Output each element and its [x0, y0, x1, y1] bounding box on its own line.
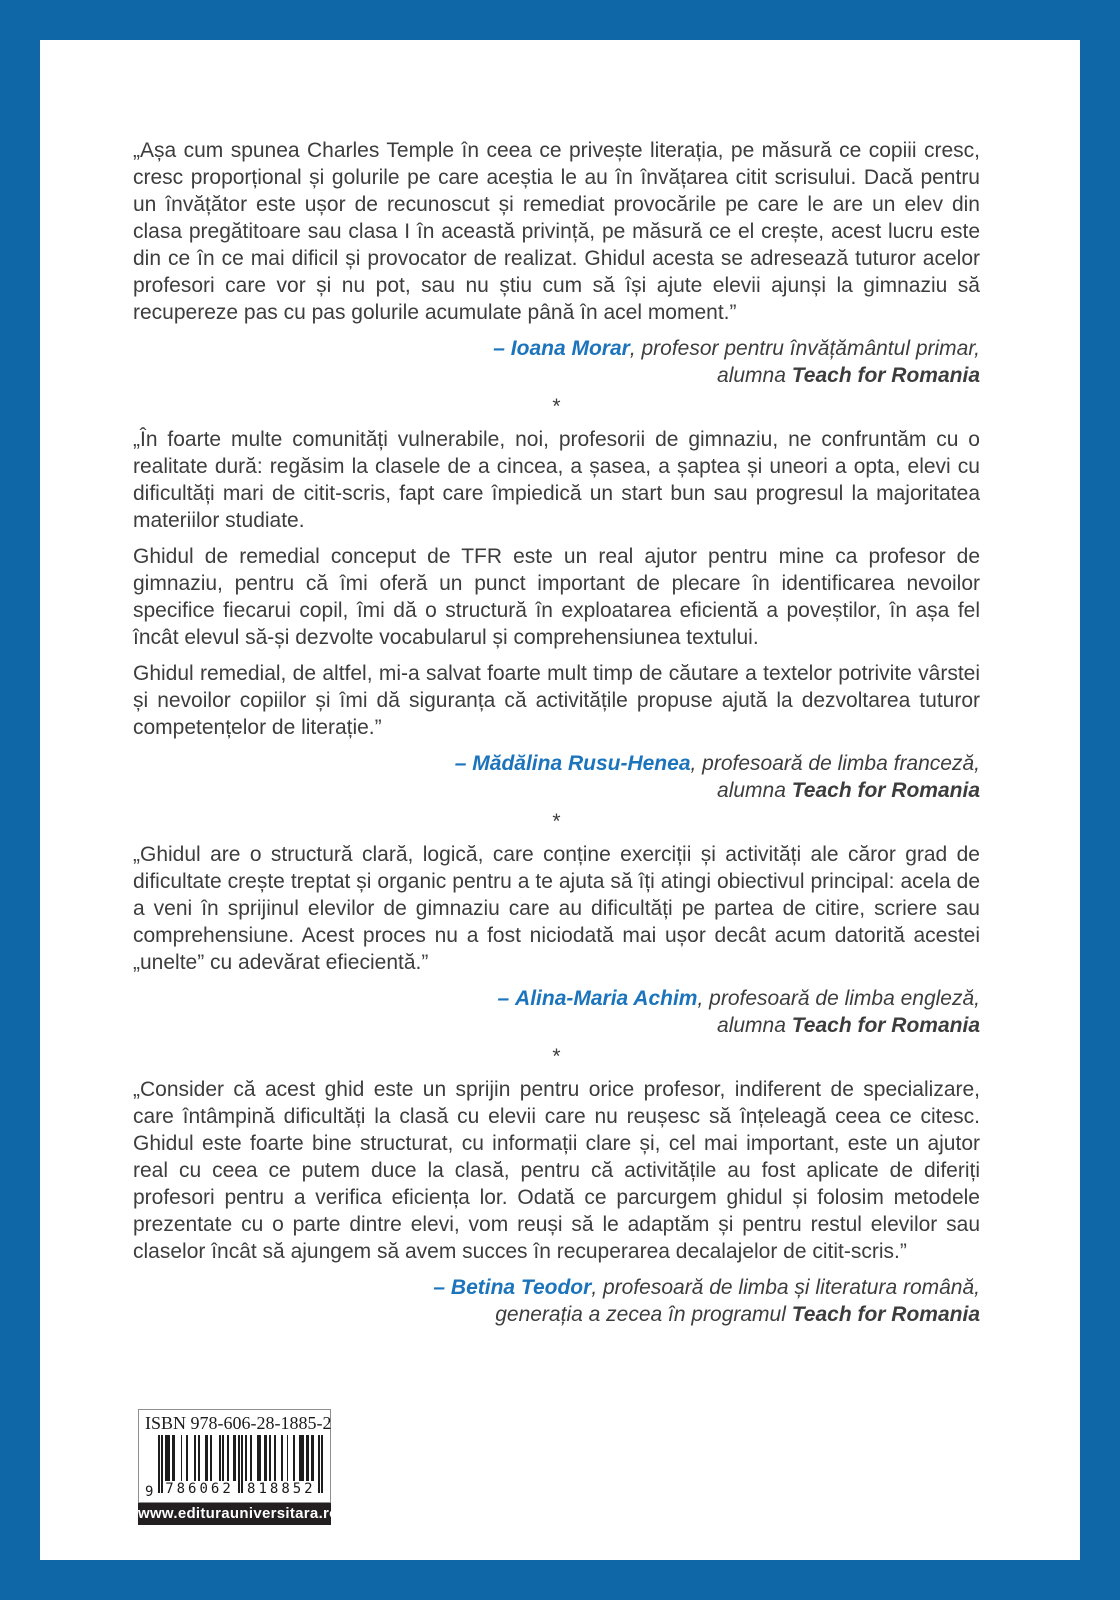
barcode-box [138, 1409, 331, 1503]
attribution-line-2 [133, 362, 980, 389]
attribution-ioana-morar [133, 335, 980, 389]
attribution-alina-maria-achim [133, 985, 980, 1039]
attribution-dash: – [497, 987, 510, 1010]
separator-asterisk: * [552, 395, 561, 418]
author-name: Alina-Maria Achim [515, 987, 698, 1010]
author-name: Ioana Morar [510, 337, 630, 360]
attribution-prefix: alumna [717, 364, 792, 387]
quote-paragraph: „Așa cum spunea Charles Temple în ceea ce privește literația, pe măsură ce copiii cresc, cresc proporțional și golurile pe care aceștia le au în învățarea citit scrisului. Dacă pentru un învățător este ușor de recunoscut și remediat provocările pe care le are un elev din clasa pregătitoare sau clasa I în această privință, pe măsură ce el crește, acest lucru este din ce în ce mai dificil și provocator de realizat. Ghidul acesta se adresează tuturor acelor profesori care vor și nu pot, sau nu știu cum să își ajute elevii ajunși la gimnaziu să recupereze pas cu pas golurile acumulate până în acel moment.” [133, 139, 980, 324]
attribution-dash: – [454, 752, 467, 775]
separator-asterisk: * [552, 1045, 561, 1068]
publisher-url-bar: www.editurauniversitara.ro [138, 1503, 331, 1525]
separator-asterisk: * [552, 810, 561, 833]
attribution-line-1 [133, 985, 980, 1012]
quote-paragraph: Ghidul de remedial conceput de TFR este un real ajutor pentru mine ca profesor de gimnaziu, pentru că îmi oferă un punct important de plecare în identificarea nevoilor specifice fiecarui copil, îmi dă o structură în exploatarea eficientă a poveștilor, în așa fel încât elevul să-și dezvolte vocabularul și comprehensiunea textului. [133, 545, 980, 649]
author-role: , profesor pentru învățământul primar, [629, 337, 980, 360]
barcode-lead-digit: 9 [145, 1484, 154, 1500]
ean13-barcode [145, 1435, 324, 1501]
program-name: Teach for Romania [791, 1014, 980, 1037]
barcode-digits-right: 818852 [247, 1481, 316, 1497]
quote-paragraph: Ghidul remedial, de altfel, mi-a salvat foarte mult timp de căutare a textelor potrivite vârstei și nevoilor copiilor și îmi dă siguranța că activitățile propuse ajută la dezvoltarea tuturor competențelor de literație.” [133, 662, 980, 739]
isbn-label: ISBN 978-606-28-1885-2 [145, 1413, 332, 1433]
author-name: Mădălina Rusu-Henea [472, 752, 691, 775]
attribution-prefix: alumna [717, 1014, 792, 1037]
attribution-line-1 [133, 1274, 980, 1301]
attribution-madalina-rusu-henea [133, 750, 980, 804]
attribution-line-1 [133, 335, 980, 362]
attribution-prefix: alumna [717, 779, 792, 802]
program-name: Teach for Romania [791, 1303, 980, 1326]
attribution-betina-teodor [133, 1274, 980, 1328]
attribution-line-2 [133, 777, 980, 804]
attribution-dash: – [433, 1276, 446, 1299]
barcode-digits-left: 786062 [165, 1481, 234, 1497]
attribution-line-2 [133, 1012, 980, 1039]
author-role: , profesoară de limba franceză, [690, 752, 980, 775]
attribution-line-1 [133, 750, 980, 777]
program-name: Teach for Romania [791, 364, 980, 387]
testimonial-4 [133, 1076, 980, 1328]
attribution-prefix: generația a zecea în programul [495, 1303, 792, 1326]
testimonial-1 [133, 137, 980, 389]
author-name: Betina Teodor [450, 1276, 592, 1299]
program-name: Teach for Romania [791, 779, 980, 802]
attribution-line-2 [133, 1301, 980, 1328]
cover-sheet [40, 40, 1080, 1560]
attribution-dash: – [493, 337, 505, 360]
testimonial-3 [133, 841, 980, 1039]
barcode-bars [158, 1435, 323, 1499]
testimonial-2 [133, 426, 980, 804]
quote-paragraph: „Consider că acest ghid este un sprijin pentru orice profesor, indiferent de specializare, care întâmpină dificultăți la clasă cu elevii care nu reușesc să înțeleagă ceea ce citesc. Ghidul este foarte bine structurat, cu informații clare și, cel mai important, este un ajutor real cu ceea ce putem duce la clasă, pentru că activitățile au fost aplicate de diferiți profesori pentru a verifica eficiența lor. Odată ce parcurgem ghidul și folosim metodele prezentate cu o parte dintre elevi, vom reuși să le adaptăm și pentru restul elevilor sau claselor încât să ajungem să avem succes în recuperarea decalajelor de citit-scris.” [133, 1078, 980, 1263]
isbn-barcode-block [138, 1409, 339, 1525]
author-role: , profesoară de limba engleză, [697, 987, 980, 1010]
author-role: , profesoară de limba și literatura română, [591, 1276, 980, 1299]
quote-paragraph: „În foarte multe comunități vulnerabile, noi, profesorii de gimnaziu, ne confruntăm cu o realitate dură: regăsim la clasele de a cincea, a șasea, a șaptea și uneori a opta, elevi cu dificultăți mari de citit-scris, fapt care împiedică un start bun sau progresul la majoritatea materiilor studiate. [133, 428, 980, 532]
quote-paragraph: „Ghidul are o structură clară, logică, care conține exerciții și activități ale căror grad de dificultate crește treptat și organic pentru a te ajuta să îți atingi obiectivul principal: acela de a veni în sprijinul elevilor de gimnaziu care au dificultăți pe partea de citire, scriere sau comprehensiune. Acest proces nu a fost niciodată mai ușor decât acum datorită acestei „unelte” cu adevărat efiecientă.” [133, 843, 980, 974]
